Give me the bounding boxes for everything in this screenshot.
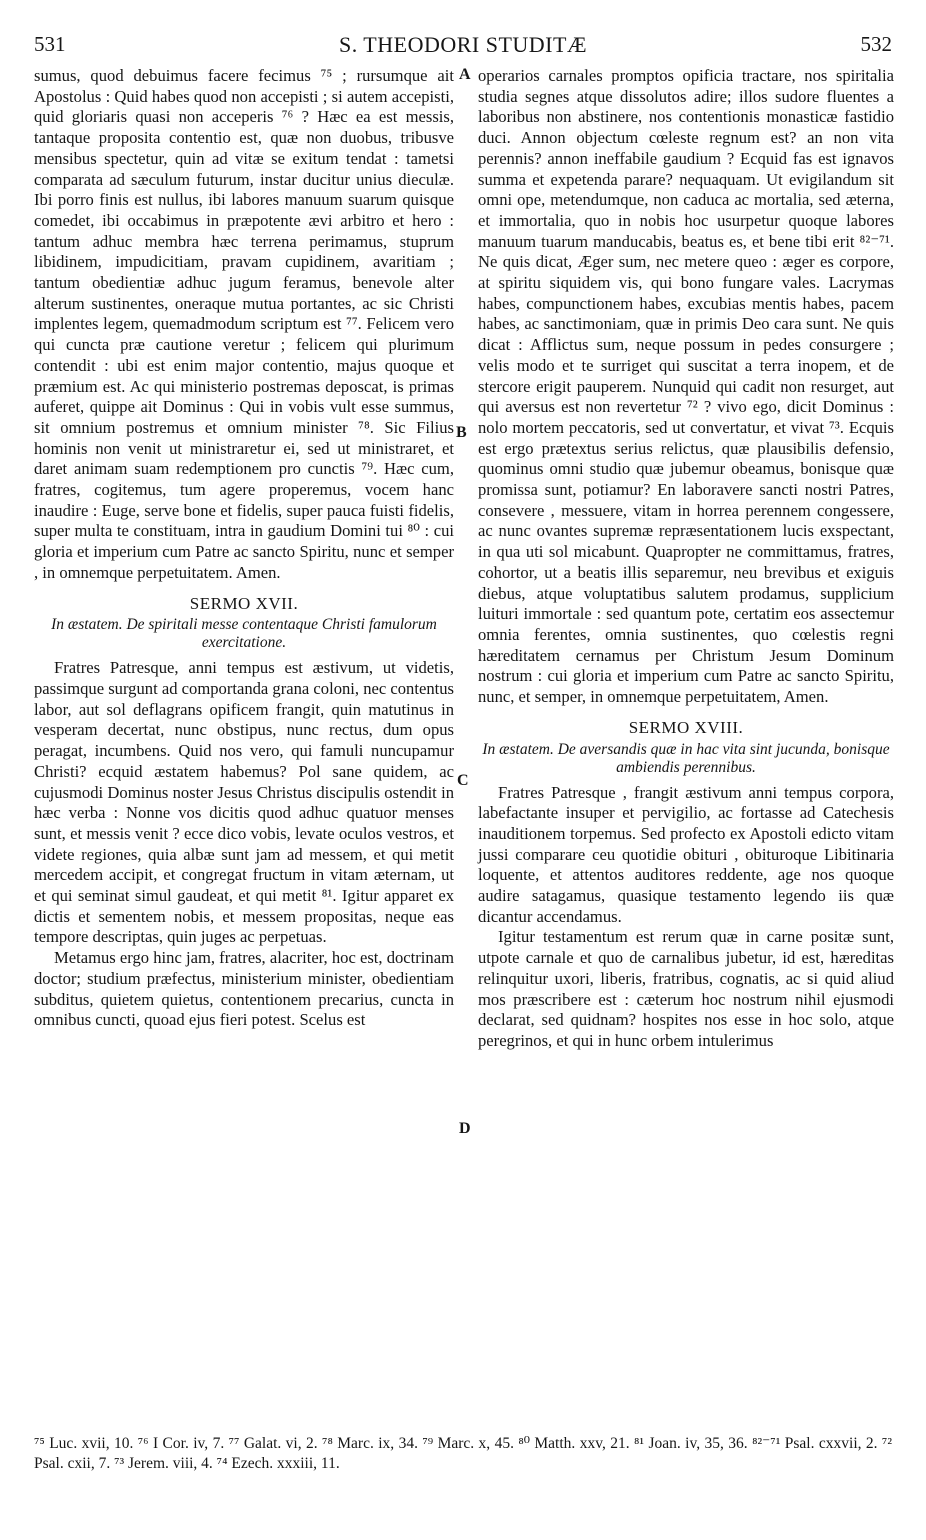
running-title: S. THEODORI STUDITÆ <box>338 32 588 57</box>
left-paragraph-1: sumus, quod debuimus facere fecimus ⁷⁵ ; rursumque ait Apostolus : Quid habes quod non accepisti ; si autem accepisti, quid gloriaris quasi non acceperis ⁷⁶ ? Hæc ea est messis, tantaque proposita contentio est, quæ non duobus, tribusve mensibus spectetur, quin ad vitæ se exitum tendat : tametsi comparata ad sæculum futurum, instar ducitur unius dieculæ. Ibi porro finis est nullus, ibi labores manuum suarum quisque comedet, ibi occabimus in præpotente ævi arbitro et hero : tantum adhuc membra hæc terrena perimamus, stuprum libidinem, impudicitiam, pravam cupidinem, avaritiam ; tantum obedientiæ adhuc jugum feramus, benevole alter alterum sustinentes, oneraque mutua portantes, ac sic Christi implentes legem, quemadmodum scriptum est ⁷⁷. Felicem vero qui cuncta præ cautione veretur ; felicem qui plurimum contendit : ubi est enim major contentio, majus quoque et præmium est. Ac qui ministerio postremas deposcat, is primas auferet, quippe ait Dominus : Qui in vobis vult esse summus, sit omnium postremus et omnium minister ⁷⁸. Sic Filius hominis non venit ut ministraretur ei, sed ut ministraret, et daret animam suam redemptionem pro cunctis ⁷⁹. Hæc cum, fratres, cogitemus, tum agere properemus, vocem hanc inaudire : Euge, serve bone et fidelis, super pauca fuisti fidelis, super multa te constituam, intra in gaudium Domini tui ⁸⁰ : cui gloria et imperium cum Patre ac sancto Spiritu, nunc et semper , in omnemque perpetuitatem. Amen. <box>34 66 454 582</box>
sermo-xviii-title: SERMO XVIII. <box>628 717 744 737</box>
right-column <box>478 66 894 1052</box>
page-header <box>34 32 892 66</box>
page-number-right: 532 <box>860 32 892 56</box>
sermo-xvii-subtitle: In æstatem. De spiritali messe contentaque Christi famulorum exercitatione. <box>51 616 437 652</box>
margin-letter-a: A <box>459 66 471 83</box>
left-column <box>34 66 454 1031</box>
margin-letter-d: D <box>459 1120 471 1137</box>
sermo-xviii-subtitle: In æstatem. De aversandis quæ in hac vita sint jucunda, bonisque ambiendis perennibus. <box>482 740 890 776</box>
footnotes: ⁷⁵ Luc. xvii, 10. ⁷⁶ I Cor. iv, 7. ⁷⁷ Galat. vi, 2. ⁷⁸ Marc. ix, 34. ⁷⁹ Marc. x, 45. ⁸⁰ Matth. xxv, 21. ⁸¹ Joan. iv, 35, 36. ⁸²⁻⁷¹ Psal. cxxvii, 2. ⁷² Psal. cxii, 7. ⁷³ Jerem. viii, 4. ⁷⁴ Ezech. xxxiii, 11. <box>34 1435 892 1472</box>
left-paragraph-3: Metamus ergo hinc jam, fratres, alacriter, hoc est, doctrinam doctor; studium præfectus, ministerium minister, obedientiam subditus, quietem quietus, contentionem precarius, cuncta in omnibus cuncti, quoad ejus fieri potest. Scelus est <box>34 948 454 1030</box>
page-number-left: 531 <box>34 32 66 56</box>
right-paragraph-2: Fratres Patresque , frangit æstivum anni tempus corpora, labefactante insuper et pervigilio, ac fortasse ad Catechesis inauditionem torpemus. Sed profecto ex Apostoli edicto vitam jussi comparare ceu quotidie obituri , obituroque Libitinaria loquente, et attentos auditores reddente, age nos quoque audire satagamus, quasique testamento legendo iis quæ dicantur accendamus. <box>478 782 894 926</box>
left-paragraph-2: Fratres Patresque, anni tempus est æstivum, ut videtis, passimque surgunt ad comportanda grana coloni, nec contentus labor, aut sol deflagrans opificem frangit, quin matutinus in vesperam decertat, nunc obstipus, nunc rectus, dum opus peragat, incumbens. Quid nos vero, qui famuli nuncupamur Christi? ecquid æstatem habemus? Pol sane quidem, ac cujusmodi Dominus noster Jesus Christus discipulis ostendit in hæc verba : Nonne vos dicitis quod adhuc quatuor menses sunt, et messis venit ? ecce dico vobis, levate oculos vestros, et videte regiones, quia albæ sunt jam ad messem, et qui metit mercedem accipit, et congregat fructum in vitam æternam, ut et qui seminat simul gaudeat, et qui metit ⁸¹. Igitur apparet ex dictis et sementem nobis, et messem propositas, neque eas tempore descriptas, quin juges ac perpetuas. <box>34 658 454 947</box>
right-paragraph-3: Igitur testamentum est rerum quæ in carne positæ sunt, utpote carnale et quo de carnalibus jubetur, id est, hæreditas relinquitur uxori, liberis, fratribus, cognatis, ac si quid aliud mos præscribere est : cæterum hoc nostrum nihil ejusmodi declarat, sed quidnam? hospites nos esse in hoc solo, atque peregrinos, et qui in hunc orbem intulerimus <box>478 927 894 1050</box>
margin-letter-b: B <box>456 424 467 441</box>
right-paragraph-1: operarios carnales promptos opificia tractare, nos spiritalia studia segnes atque dissolutos adire; illos sudore fluentes a laboribus non abstinere, nos contentionis monasticæ fastidio duci. Annon objectum cœleste regnum est? an non vita perennis? annon ineffabile gaudium ? Ecquid fas est ignavos summa et expetenda parare? nequaquam. Ut evigilandum sit omni ope, metendumque, non caduca ac mortalia, sed æterna, et immortalia, quo in nobis hoc usurpetur quoque labores manuum tuarum manducabis, beatus es, et bene tibi erit ⁸²⁻⁷¹. Ne quis dicat, Æger sum, nec metere queo : æger es corpore, at spiritu siquidem vis, qui bono fungare vales. Lacrymas habes, compunctionem habes, excubias mentis habes, pacem habes, ac sanctimoniam, quæ in primis Deo cara sunt. Ne quis dicat : Afflictus sum, neque possum in pedes consurgere ; velis modo et te surriget qui suscitat a terra inopem, et de stercore erigit pauperem. Nunquid qui cadit non resurget, aut qui aversus est non revertetur ⁷² ? vivo ego, dicit Dominus : nolo mortem peccatoris, sed ut convertatur, et vivat ⁷³. Ecquis est ergo prætextus serius relictus, quæ plausibilis defensio, quominus omni studio quæ jubemur obeamus, bonisque quæ promissa sunt, potiamur? En laboravere sancti nostri Patres, consevere , messuere, vitam in horrea perennem congessere, ac nunc ovantes supremæ repræsentationem lucis exspectant, in qua uti sol micabunt. Quapropter ne committamus, fratres, cohortor, ut a beatis illis separemur, neu brevibus et exiguis diebus, atque voluptatibus salutem prodamus, supplicium luituri immortale : sed quantum pote, certatim eos assectemur omnia ferentes, omnia sustinentes, quo cœlestis regni hæreditatem cernamus per Christum Jesum Dominum nostrum : cui gloria et imperium cum Patre ac sancto Spiritu, nunc, et semper, in omnemque perpetuitatem, Amen. <box>478 66 894 707</box>
sermo-xvii-title: SERMO XVII. <box>189 593 299 613</box>
margin-letter-c: C <box>457 772 469 789</box>
